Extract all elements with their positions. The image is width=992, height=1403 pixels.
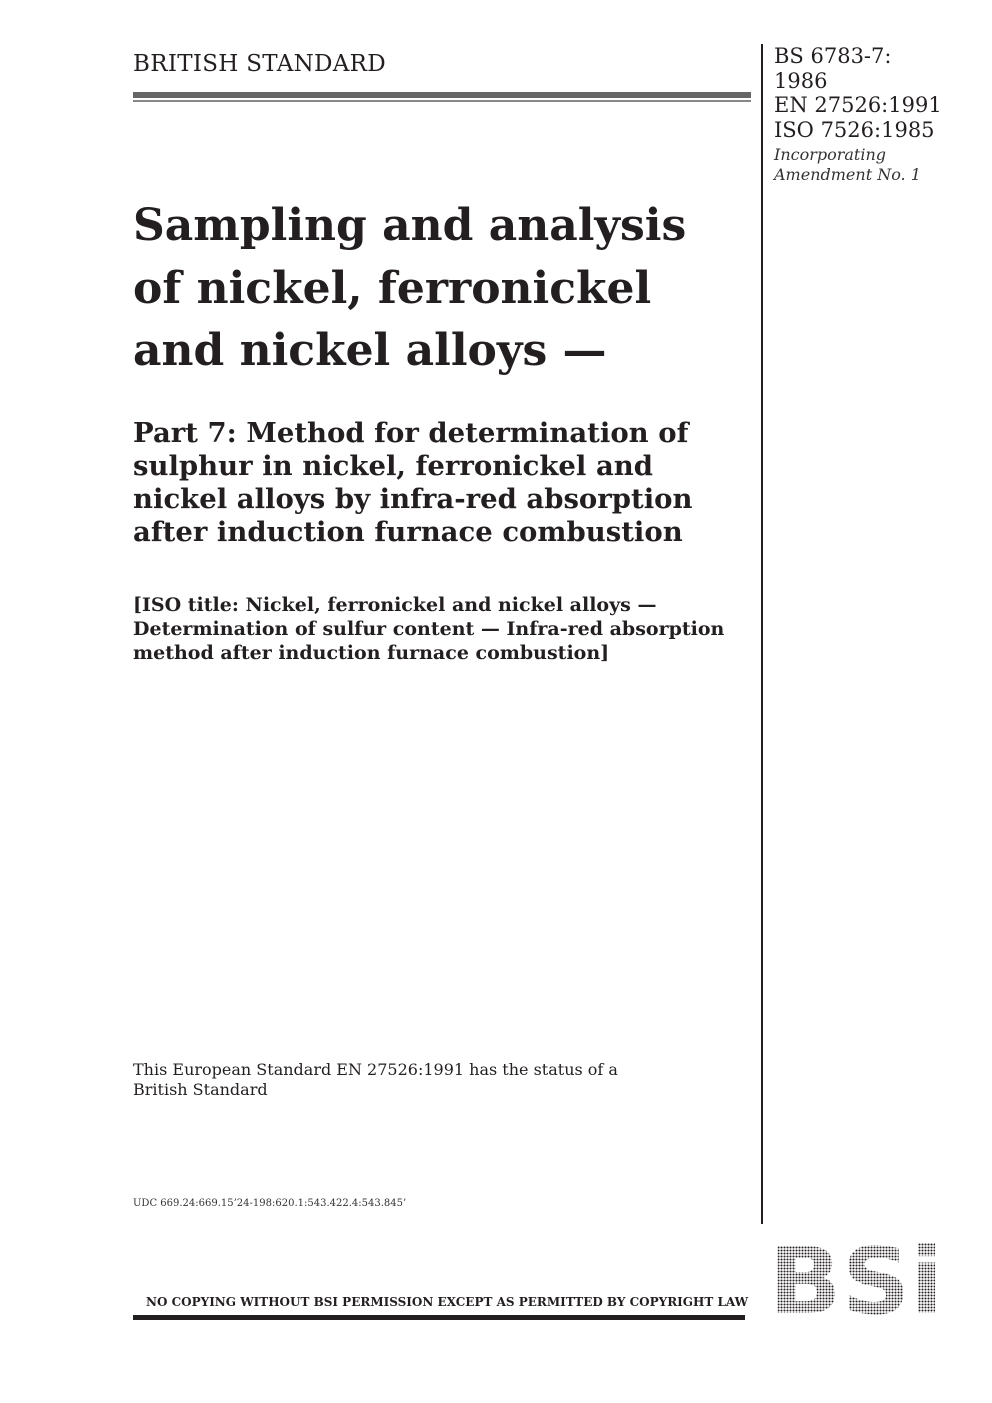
bs-year: 1986: [774, 68, 828, 93]
bsi-logo: [768, 1243, 944, 1315]
status-line: This European Standard EN 27526:1991 has the status of a: [133, 1060, 618, 1079]
status-line: British Standard: [133, 1080, 268, 1099]
part-line: nickel alloys by infra-red absorption: [133, 483, 693, 515]
title-line: and nickel alloys —: [133, 325, 607, 376]
iso-title-line: Determination of sulfur content — Infra-red absorption: [133, 618, 725, 640]
title-line: Sampling and analysis: [133, 200, 687, 251]
amendment-note: [774, 145, 989, 185]
footer-rule: [133, 1315, 745, 1320]
title-line: of nickel, ferronickel: [133, 262, 652, 314]
header-rule-thick: [133, 92, 751, 98]
part-line: after induction furnace combustion: [133, 516, 683, 548]
part-line: Part 7: Method for determination of: [133, 417, 689, 449]
iso-title-line: method after induction furnace combustion]: [133, 642, 610, 664]
document-title: [133, 195, 753, 383]
document-type-label: BRITISH STANDARD: [133, 51, 387, 77]
svg-text:BSi: BSi: [769, 1243, 943, 1315]
copyright-notice: NO COPYING WITHOUT BSI PERMISSION EXCEPT AS PERMITTED BY COPYRIGHT LAW: [146, 1295, 749, 1309]
iso-title-line: [ISO title: Nickel, ferronickel and nickel alloys —: [133, 594, 657, 616]
standard-references: [774, 44, 989, 185]
part-line: sulphur in nickel, ferronickel and: [133, 450, 653, 482]
iso-number: ISO 7526:1985: [774, 117, 935, 142]
udc-code: UDC 669.24:669.15’24-198:620.1:543.422.4:543.845’: [133, 1198, 407, 1209]
part-title: [133, 417, 753, 549]
status-statement: [133, 1060, 693, 1100]
sidebar-divider: [761, 44, 763, 1224]
en-number: EN 27526:1991: [774, 93, 942, 117]
header-rule-thin: [133, 100, 751, 102]
bs-number: BS 6783-7:: [774, 44, 892, 68]
amendment-line: Amendment No. 1: [774, 165, 921, 184]
iso-title: [133, 593, 753, 665]
amendment-line: Incorporating: [774, 145, 887, 164]
